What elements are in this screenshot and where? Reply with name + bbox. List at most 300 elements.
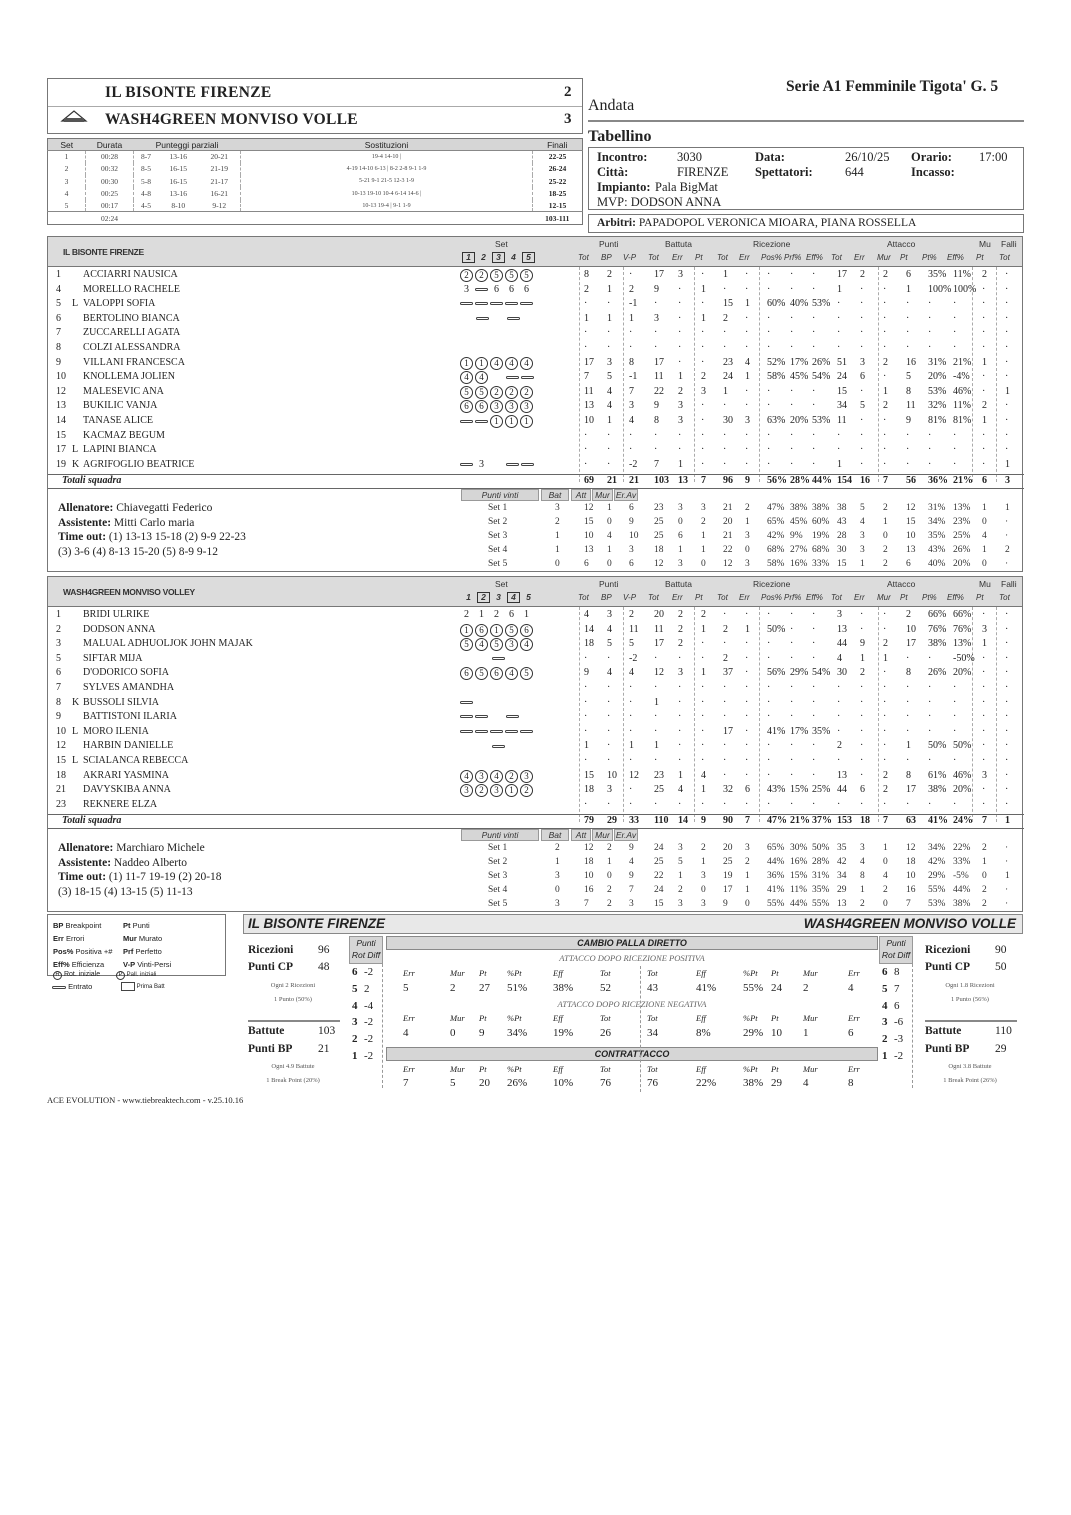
- summary-home: IL BISONTE FIRENZE: [248, 916, 386, 931]
- stat-value: 51: [837, 356, 847, 368]
- mini-head: Tot: [647, 1064, 658, 1074]
- player-name: SCIALANCA REBECCA: [83, 755, 189, 766]
- player-row: [48, 682, 1024, 696]
- pv-value: 3: [701, 899, 706, 909]
- rot-num: 2: [882, 1033, 888, 1046]
- stat-value: 17: [654, 269, 664, 280]
- stat-value: 2: [678, 638, 683, 650]
- stat-value: 31%: [928, 356, 947, 368]
- rot-diff: 2: [364, 982, 370, 995]
- stat-value: 41%: [767, 725, 786, 737]
- stat-value: ·: [584, 711, 588, 723]
- pv-head-cell: Bat: [541, 829, 569, 841]
- rot-diff: -2: [364, 1033, 374, 1046]
- stat-value: ·: [701, 725, 705, 737]
- mini-head: Tot: [600, 1064, 611, 1074]
- legend: [47, 914, 226, 976]
- impianto-value: Pala BigMat: [655, 180, 718, 194]
- total-value: 153: [837, 815, 852, 826]
- stat-value: ·: [790, 696, 794, 708]
- away-stats-section: [47, 576, 1023, 912]
- stat-value: ·: [1005, 444, 1009, 456]
- home-stats-section: [47, 236, 1023, 572]
- pv-value: 35%: [812, 885, 830, 895]
- entrato-icon: [52, 986, 66, 989]
- assistente-name: Mitti Carlo maria: [113, 516, 195, 529]
- rotation-circle: 3: [490, 784, 503, 797]
- pv-value: 3: [555, 503, 560, 513]
- timeout-label: Time out:: [58, 531, 107, 543]
- total-value: 41%: [928, 815, 948, 826]
- rotation-circle: 4: [475, 371, 488, 384]
- stat-value: ·: [906, 682, 910, 693]
- stat-value: 21%: [953, 356, 972, 368]
- stat-value: -2: [629, 458, 638, 470]
- stat-value: 45%: [790, 371, 809, 383]
- stat-value: 9: [906, 415, 911, 426]
- player-name: COLZI ALESSANDRA: [83, 342, 181, 353]
- pv-value: 4: [860, 517, 865, 527]
- pv-value: 6: [629, 559, 634, 569]
- player-name: ACCIARRI NAUSICA: [83, 269, 178, 280]
- rot-num: 6: [352, 966, 358, 978]
- stat-value: 2: [678, 609, 683, 620]
- player-sets: [460, 697, 539, 708]
- pv-value: 15: [654, 899, 664, 909]
- entered-marker: [475, 288, 488, 291]
- stat-value: ·: [1005, 283, 1009, 295]
- pv-value: 47%: [767, 503, 785, 513]
- pv-value: 1: [982, 545, 987, 555]
- incontro-label: Incontro:: [597, 150, 648, 164]
- set-cell: 2: [64, 164, 69, 174]
- stat-value: ·: [584, 327, 588, 339]
- pv-head-cell: Mur: [592, 489, 613, 501]
- pv-value: 38%: [812, 503, 830, 513]
- player-role: L: [72, 725, 79, 737]
- rotation-circle: 1: [505, 784, 518, 797]
- stat-col-header: Pt%: [922, 593, 937, 602]
- entered-marker: [475, 715, 488, 718]
- mini-val: 5: [403, 982, 409, 994]
- stat-value: 1: [982, 638, 987, 650]
- stat-value: 2: [584, 283, 589, 295]
- rotation-circle: 4: [475, 638, 488, 651]
- entered-marker: [506, 376, 519, 379]
- stat-value: -1: [629, 371, 638, 383]
- pv-value: 15: [584, 517, 594, 527]
- stat-value: ·: [883, 798, 887, 810]
- pv-value: 10: [584, 871, 594, 881]
- player-name: LAPINI BIANCA: [83, 444, 157, 456]
- mini-head: Pt: [771, 1064, 779, 1074]
- player-number: 19: [56, 458, 66, 470]
- pv-value: 25%: [953, 531, 971, 541]
- col-sostituzioni: Sostituzioni: [241, 139, 533, 151]
- stat-value: 2: [701, 371, 706, 383]
- stat-value: ·: [701, 740, 705, 752]
- stat-col-header: Eff%: [806, 253, 823, 262]
- grp-ricezione: Ricezione: [753, 579, 791, 589]
- pv-value: 7: [584, 899, 589, 909]
- stat-value: ·: [790, 682, 794, 693]
- player-row: [48, 740, 1024, 754]
- stat-value: ·: [860, 415, 864, 426]
- stat-value: ·: [883, 458, 887, 470]
- pv-value: 9: [629, 843, 634, 853]
- legend-err-text: Errori: [65, 934, 85, 943]
- stat-value: 4: [584, 609, 589, 620]
- pv-row: [48, 871, 1024, 884]
- pv-value: 5: [678, 857, 683, 867]
- stat-value: ·: [1005, 609, 1009, 620]
- stat-value: ·: [812, 652, 816, 664]
- stat-value: ·: [745, 269, 749, 280]
- bp-label: Punti BP: [925, 1043, 970, 1055]
- stat-value: ·: [790, 444, 794, 456]
- rot-diff: -3: [894, 1033, 904, 1046]
- stat-value: 17: [654, 638, 664, 650]
- stat-value: ·: [906, 711, 910, 723]
- stat-value: ·: [883, 755, 887, 766]
- pv-value: 3: [678, 503, 683, 513]
- pv-head-cell: Er.Av: [615, 830, 637, 840]
- player-name: VALOPPI SOFIA: [83, 298, 156, 310]
- player-number: 18: [56, 769, 66, 781]
- stat-value: 30: [723, 415, 733, 426]
- stat-value: 2: [837, 740, 842, 752]
- team-label: IL BISONTE FIRENZE: [63, 247, 144, 257]
- stat-value: 5: [906, 371, 911, 383]
- mini-val: 4: [848, 982, 854, 994]
- player-number: 7: [56, 327, 61, 339]
- mini-val: 8%: [696, 1027, 711, 1039]
- pv-value: 18: [654, 545, 664, 555]
- stat-value: ·: [1005, 667, 1009, 679]
- pv-value: 55%: [928, 885, 946, 895]
- tabellino-title: Tabellino: [588, 128, 652, 145]
- stat-value: 20%: [953, 784, 972, 796]
- stat-value: 1: [607, 312, 612, 324]
- stat-value: 8: [906, 385, 911, 397]
- rot-punti: Punti: [886, 938, 906, 948]
- pv-value: 18: [906, 857, 916, 867]
- stat-value: ·: [701, 458, 705, 470]
- allenatore-name: Marchiaro Michele: [116, 842, 205, 854]
- grp-set: Set: [495, 239, 508, 249]
- total-value: 56%: [767, 475, 787, 486]
- pv-value: 16: [584, 885, 594, 895]
- player-number: 14: [56, 415, 66, 426]
- stat-value: 3: [678, 400, 683, 412]
- player-name: BATTISTONI ILARIA: [83, 711, 177, 723]
- pv-value: 33%: [953, 857, 971, 867]
- stat-value: ·: [883, 740, 887, 752]
- stat-value: ·: [1005, 682, 1009, 693]
- stat-value: ·: [837, 725, 841, 737]
- stat-value: ·: [654, 755, 658, 766]
- stat-value: 66%: [928, 609, 947, 620]
- stat-value: ·: [953, 444, 957, 456]
- mini-val: 6: [848, 1027, 854, 1039]
- stat-value: ·: [701, 342, 705, 353]
- total-value: 7: [883, 475, 888, 486]
- stat-value: 8: [654, 415, 659, 426]
- pv-value: 24: [654, 885, 664, 895]
- bp-value: 29: [995, 1043, 1007, 1055]
- stat-value: 10: [607, 769, 617, 781]
- player-row: [48, 638, 1024, 652]
- stat-col-header: Err: [672, 253, 683, 262]
- stat-value: 76%: [953, 623, 972, 635]
- pv-value: 26%: [953, 545, 971, 555]
- rotation-circle: 1: [490, 624, 503, 637]
- total-value: 103: [654, 475, 669, 486]
- player-row: [48, 298, 1024, 312]
- stat-value: ·: [790, 400, 794, 412]
- set-cell: 25-22: [533, 175, 583, 187]
- total-value: 9: [745, 475, 750, 486]
- stat-value: ·: [767, 755, 771, 766]
- stat-value: 17: [723, 725, 733, 737]
- set-cell: 5-21 9-1 21-5 12-3 1-9: [241, 175, 533, 187]
- total-value: 110: [654, 815, 669, 826]
- stat-value: ·: [790, 623, 794, 635]
- mini-head: Err: [848, 1013, 860, 1023]
- pv-value: 1: [678, 871, 683, 881]
- stat-value: ·: [723, 711, 727, 723]
- stat-value: ·: [678, 327, 682, 339]
- stat-value: 1: [883, 385, 888, 397]
- pv-value: ·: [1005, 857, 1009, 867]
- total-value: 21%: [953, 475, 973, 486]
- set-row: [48, 151, 583, 163]
- cambio-bar: CAMBIO PALLA DIRETTO: [386, 936, 878, 950]
- stat-value: 5: [607, 638, 612, 650]
- grp-set: Set: [495, 579, 508, 589]
- mini-val: 51%: [507, 982, 528, 994]
- stat-value: 81%: [953, 415, 972, 426]
- stat-col-header: Err: [739, 253, 750, 262]
- rot-diff-label: Rot Diff: [881, 950, 911, 960]
- rotation-circle: 3: [460, 784, 473, 797]
- pv-value: 3: [678, 559, 683, 569]
- set-cell: 18-25: [533, 187, 583, 199]
- stat-value: 52%: [767, 356, 786, 368]
- legend-vp: V-P: [123, 960, 136, 969]
- total-value: 13: [678, 475, 688, 486]
- punto-ric: 1 Punto (50%): [274, 996, 312, 1003]
- rot-diff: -2: [364, 1016, 374, 1029]
- pv-value: 3: [678, 843, 683, 853]
- stat-value: ·: [812, 385, 816, 397]
- set-total-row: [48, 212, 583, 224]
- total-value: 28%: [790, 475, 810, 486]
- player-number: 10: [56, 725, 66, 737]
- pv-value: Set 4: [488, 885, 508, 895]
- player-sets: [460, 284, 535, 295]
- stat-value: ·: [767, 400, 771, 412]
- pv-value: 15%: [790, 871, 808, 881]
- stat-value: ·: [607, 696, 611, 708]
- stat-value: 37: [723, 667, 733, 679]
- cp-value: 50: [995, 961, 1007, 973]
- entered-marker: [460, 420, 473, 423]
- mini-val: 52: [600, 982, 611, 994]
- mvp: MVP: DODSON ANNA: [597, 195, 722, 209]
- set-cell: 8-7: [134, 151, 158, 163]
- rot-num: 1: [352, 1050, 358, 1062]
- pv-value: 2: [607, 885, 612, 895]
- ogni-ric: Ogni 1.8 Ricezioni: [945, 982, 995, 989]
- stat-value: 8: [906, 667, 911, 679]
- player-number: 10: [56, 371, 66, 383]
- pv-value: 1: [883, 517, 888, 527]
- stat-value: 40%: [790, 298, 809, 310]
- summary-block: [243, 914, 1023, 1094]
- stat-col-header: Tot: [717, 593, 728, 602]
- stat-value: ·: [678, 312, 682, 324]
- stat-value: ·: [745, 385, 749, 397]
- pv-value: 42: [837, 857, 847, 867]
- pv-value: Set 3: [488, 871, 508, 881]
- stat-value: -2: [629, 652, 638, 664]
- mini-val: 29: [771, 1077, 782, 1089]
- pv-value: 29%: [928, 871, 946, 881]
- player-name: BRIDI ULRIKE: [83, 609, 150, 620]
- stat-value: ·: [767, 652, 771, 664]
- stat-value: ·: [767, 327, 771, 339]
- stat-value: 2: [678, 385, 683, 397]
- sep-line: [925, 1020, 1017, 1022]
- set-cell: 10-13 19-10 10-4 6-14 14-6 |: [241, 187, 533, 199]
- total-value: 69: [584, 475, 594, 486]
- stat-value: ·: [584, 652, 588, 664]
- pv-row: [48, 857, 1024, 870]
- pv-value: 13: [906, 545, 916, 555]
- ogni-bat: Ogni 3.8 Battute: [948, 1063, 992, 1070]
- stat-value: ·: [906, 652, 910, 664]
- rotation-circle: 5: [520, 269, 533, 282]
- stat-value: 3: [678, 269, 683, 280]
- stat-value: 43%: [767, 784, 786, 796]
- home-sets-won: 2: [564, 84, 572, 100]
- stat-value: ·: [607, 444, 611, 456]
- stat-value: ·: [629, 784, 633, 796]
- stat-value: 3: [607, 609, 612, 620]
- player-number: 2: [56, 623, 61, 635]
- player-row: [48, 342, 1024, 356]
- stat-value: 7: [584, 371, 589, 383]
- pv-value: 12: [723, 559, 733, 569]
- player-sets: [460, 609, 535, 620]
- stat-value: ·: [654, 429, 658, 441]
- legend-pos: Pos%: [53, 947, 74, 956]
- pv-value: 0: [607, 559, 612, 569]
- stat-value: ·: [837, 696, 841, 708]
- pv-value: 1: [745, 885, 750, 895]
- mini-val: 8: [848, 1077, 854, 1089]
- set-number: 4: [511, 252, 516, 262]
- stat-value: ·: [860, 798, 864, 810]
- pv-value: 65%: [767, 843, 785, 853]
- stat-value: ·: [723, 400, 727, 412]
- player-role: L: [72, 298, 79, 310]
- pv-value: Set 5: [488, 899, 508, 909]
- legend-prf: Prf: [123, 947, 134, 956]
- stat-value: 17%: [790, 356, 809, 368]
- pv-value: ·: [1005, 899, 1009, 909]
- stat-value: ·: [723, 444, 727, 456]
- stat-value: ·: [745, 696, 749, 708]
- stat-value: ·: [883, 312, 887, 324]
- player-name: ZUCCARELLI AGATA: [83, 327, 181, 339]
- stat-value: ·: [928, 652, 932, 664]
- stat-value: ·: [812, 682, 816, 693]
- stat-value: 13: [837, 769, 847, 781]
- total-value: 33: [629, 815, 639, 826]
- set-cell: 00:17: [86, 200, 134, 212]
- stat-value: ·: [982, 444, 986, 456]
- stat-value: ·: [790, 429, 794, 441]
- rot-diff: -2: [894, 1050, 904, 1062]
- col-durata: Durata: [86, 139, 134, 151]
- rotation-circle: 5: [490, 638, 503, 651]
- pv-value: 34%: [928, 843, 946, 853]
- mini-val: 26: [600, 1027, 611, 1039]
- player-name: DAVYSKIBA ANNA: [83, 784, 171, 796]
- stat-value: 1: [982, 356, 987, 368]
- set-cell: 4-8: [134, 187, 158, 199]
- stat-value: 81%: [928, 415, 947, 426]
- stat-value: ·: [928, 327, 932, 339]
- sets-table: [47, 138, 583, 225]
- pv-row: [48, 545, 1024, 558]
- pos-title: ATTACCO DOPO RICEZIONE POSITIVA: [559, 953, 705, 963]
- stat-value: 1: [723, 385, 728, 397]
- rotation-circle: 2: [460, 269, 473, 282]
- rotation-text: 1: [524, 609, 529, 620]
- stat-value: ·: [1005, 755, 1009, 766]
- stat-value: ·: [837, 312, 841, 324]
- rot-num: 5: [352, 982, 358, 995]
- stat-value: 29%: [790, 667, 809, 679]
- stat-value: 2: [883, 784, 888, 796]
- set-cell: 5-8: [134, 175, 158, 187]
- entered-marker: [490, 730, 503, 733]
- pv-value: 3: [860, 545, 865, 555]
- stat-value: ·: [982, 342, 986, 353]
- stat-value: ·: [953, 298, 957, 310]
- totals-row: [48, 814, 1024, 829]
- mini-val: 0: [450, 1027, 456, 1039]
- set-total-cell: [158, 212, 199, 224]
- stat-value: 1: [654, 696, 659, 708]
- rotation-circle: 2: [505, 770, 518, 783]
- rotation-circle: 4: [505, 667, 518, 680]
- pv-value: 42%: [928, 857, 946, 867]
- allenatore-name: Chiavegatti Federico: [116, 502, 213, 514]
- stat-value: ·: [883, 444, 887, 456]
- stat-value: 44: [837, 638, 847, 650]
- bat-value: 110: [995, 1025, 1012, 1037]
- stat-col-header: Tot: [717, 253, 728, 262]
- stat-value: ·: [701, 638, 705, 650]
- stat-value: 30: [837, 667, 847, 679]
- pv-value: 7: [629, 885, 634, 895]
- mini-head: Tot: [647, 1013, 658, 1023]
- mini-head: Eff: [696, 1013, 706, 1023]
